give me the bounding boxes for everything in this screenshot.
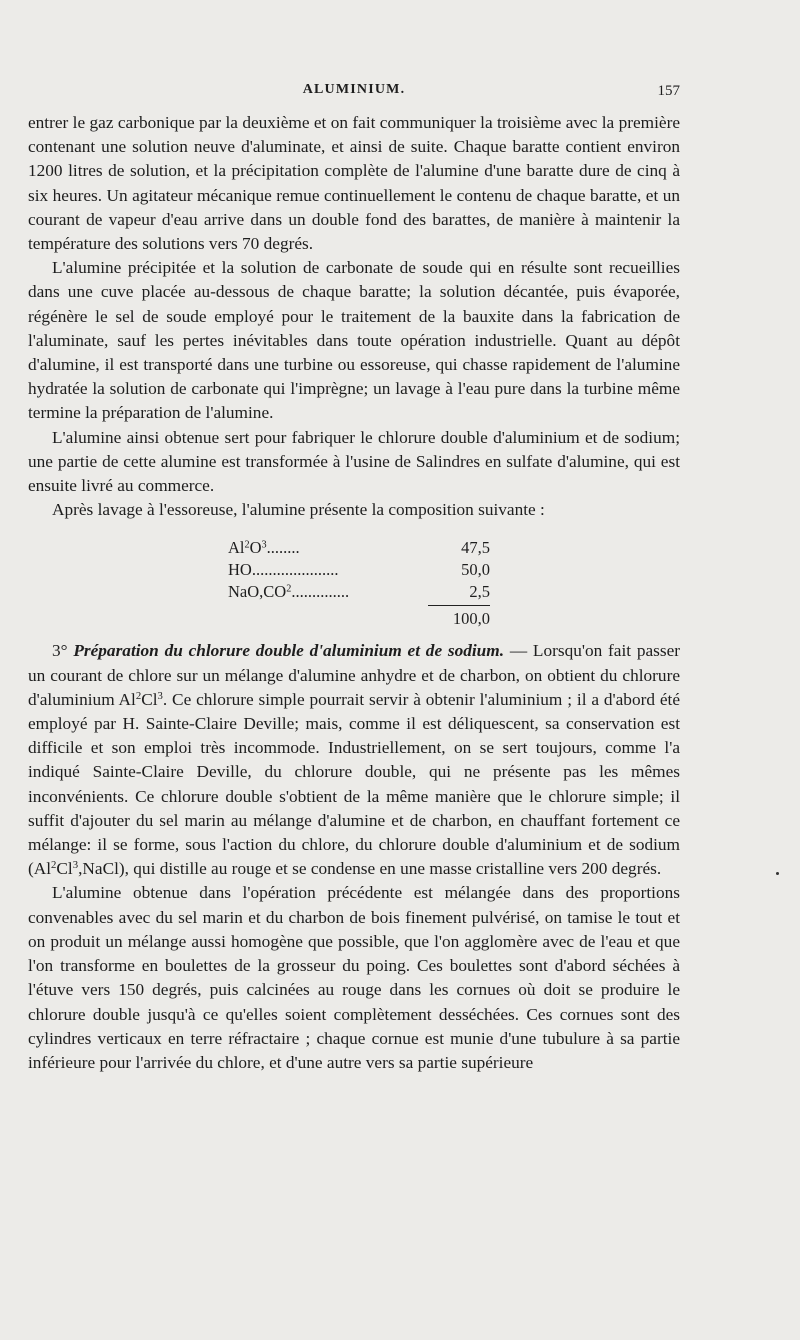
composition-table xyxy=(228,537,490,630)
composition-value: 2,5 xyxy=(469,582,490,602)
page-body xyxy=(28,111,680,1075)
sum-rule xyxy=(428,605,490,606)
page-header xyxy=(28,82,680,106)
composition-value: 47,5 xyxy=(461,538,490,558)
ink-speck xyxy=(776,872,779,875)
paragraph-alumine-precipitee: L'alumine précipitée et la solution de carbonate de soude qui en résulte sont recueillies dans une cuve placée au-dessous de chaque baratte; la solution décantée, puis évaporée, régénère le sel de soude employé pour le traitement de la bauxite dans la fabrication de l'aluminate, sauf les pertes inévitables dans toute opération industrielle. Quant au dépôt d'alumine, il est transporté dans une turbine ou essoreuse, qui chasse rapidement de l'alumine hydratée la solution de carbonate qui l'imprègne; un lavage à l'eau pure dans la turbine même termine la préparation de l'alumine. xyxy=(28,258,680,423)
composition-row xyxy=(228,559,490,581)
section-number: 3° xyxy=(52,641,68,661)
paragraph-melange: L'alumine obtenue dans l'opération précédente est mélangée dans des proportions convenables avec du sel marin et du charbon de bois finement pulvérisé, on tamise le tout et on produit un mélange aussi homogène que possible, que l'on agglomère avec de l'eau et que l'on transforme en boulettes de la grosseur du poing. Ces boulettes sont d'abord séchées à l'étuve vers 150 degrés, puis calcinées au rouge dans les cornues où doit se produire le chlorure double jusqu'à ce qu'elles soient complètement desséchées. Ces cornues sont des cylindres verticaux en terre réfractaire ; chaque cornue est munie d'une tubulure à sa partie inférieure pour l'arrivée du chlore, et d'une autre vers sa partie supérieure xyxy=(28,883,680,1072)
paragraph-composition-intro: Après lavage à l'essoreuse, l'alumine présente la composition suivante : xyxy=(52,500,545,520)
composition-label: $NaO,CO^2$.............. xyxy=(228,582,350,602)
composition-value: 50,0 xyxy=(461,560,490,580)
composition-row xyxy=(228,581,490,603)
paragraph-alumine-obtenue: L'alumine ainsi obtenue sert pour fabriquer le chlorure double d'aluminium et de sodium; une partie de cette alumine est transformée à l'usine de Salindres en sulfate d'alumine, qui est ensuite livré au commerce. xyxy=(28,427,680,496)
paragraph-continuation: entrer le gaz carbonique par la deuxième et on fait communiquer la troisième avec la première contenant une solution neuve d'aluminate, et ainsi de suite. Chaque baratte contient environ 1200 litres de solution, et la précipitation complète de l'alumine d'une baratte dure de cinq à six heures. Un agitateur mécanique remue continuellement le contenu de chaque baratte, et un courant de vapeur d'eau arrive dans un double fond des barattes, de manière à maintenir la température des solutions vers 70 degrés. xyxy=(28,113,680,254)
section-heading: Préparation du chlorure double d'aluminium et de sodium. xyxy=(73,641,505,661)
composition-total: 100,0 xyxy=(452,609,490,629)
page-number: 157 xyxy=(657,83,680,99)
paragraph-section-3: 3° Préparation du chlorure double d'aluminium et de sodium. — Lorsqu'on fait passer un courant de chlore sur un mélange d'alumine anhydre et de charbon, on obtient du chlorure d'aluminium Al$^2$Cl$^3$. Ce chlorure simple pourrait servir à obtenir l'aluminium ; il a d'abord été employé par H. Sainte-Claire Deville; mais, comme il est déliquescent, sa conservation est difficile et son emploi très incommode. Industriellement, on se sert toujours, comme l'a indiqué Sainte-Claire Deville, du chlorure double, qui ne présente pas les mêmes inconvénients. Ce chlorure double s'obtient de la même manière que le chlorure simple; il suffit d'ajouter du sel marin au mélange d'alumine et de charbon, en chauffant fortement ce mélange: il se forme, sous l'action du chlore, du chlorure double d'aluminium et de sodium (Al$^2$Cl$^3$,NaCl), qui distille au rouge et se condense en une masse cristalline vers 200 degrés. xyxy=(28,641,681,879)
composition-label: HO..................... xyxy=(228,560,339,580)
running-title: ALUMINIUM. xyxy=(302,82,406,97)
composition-label: $Al^2O^3$........ xyxy=(228,538,300,558)
composition-row xyxy=(228,537,490,559)
